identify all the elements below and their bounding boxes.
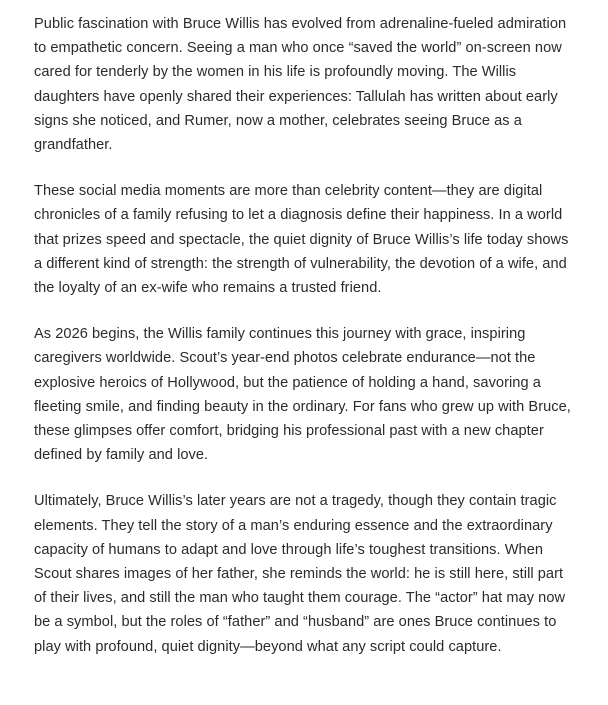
paragraph-ultimately: Ultimately, Bruce Willis’s later years are not a tragedy, though they contain tragic elements. They tell the story of a man’s enduring essence and the extraordinary capacity of humans to adapt and love through life’s toughest transitions. When Scout shares images of her father, she reminds the world: he is still here, still part of their lives, and still the man who taught them courage. The “actor” hat may now be a symbol, but the roles of “father” and “husband” are ones Bruce continues to play with profound, quiet dignity—beyond what any script could capture.	[34, 493, 566, 655]
paragraph-public-fascination: Public fascination with Bruce Willis has evolved from adrenaline-fueled admiration to empathetic concern. Seeing a man who once “saved the world” on-screen now cared for tenderly by the women in his life is profoundly moving. The Willis daughters have openly shared their experiences: Tallulah has written about early signs she noticed, and Rumer, now a mother, celebrates seeing Bruce as a grandfather.	[34, 16, 567, 154]
paragraph-2026-begins: As 2026 begins, the Willis family continues this journey with grace, inspiring caregivers worldwide. Scout’s year-end photos celebrate endurance—not the explosive heroics of Hollywood, but the patience of holding a hand, savoring a fleeting smile, and finding beauty in the ordinary. For fans who grew up with Bruce, these glimpses offer comfort, bridging his professional past with a new chapter defined by family and love.	[34, 326, 571, 464]
paragraph-social-media-moments: These social media moments are more than celebrity content—they are digital chronicles of a family refusing to let a diagnosis define their happiness. In a world that prizes speed and spectacle, the quiet dignity of Bruce Willis’s life today shows a different kind of strength: the strength of vulnerability, the devotion of a wife, and the loyalty of an ex-wife who remains a trusted friend.	[34, 183, 569, 297]
